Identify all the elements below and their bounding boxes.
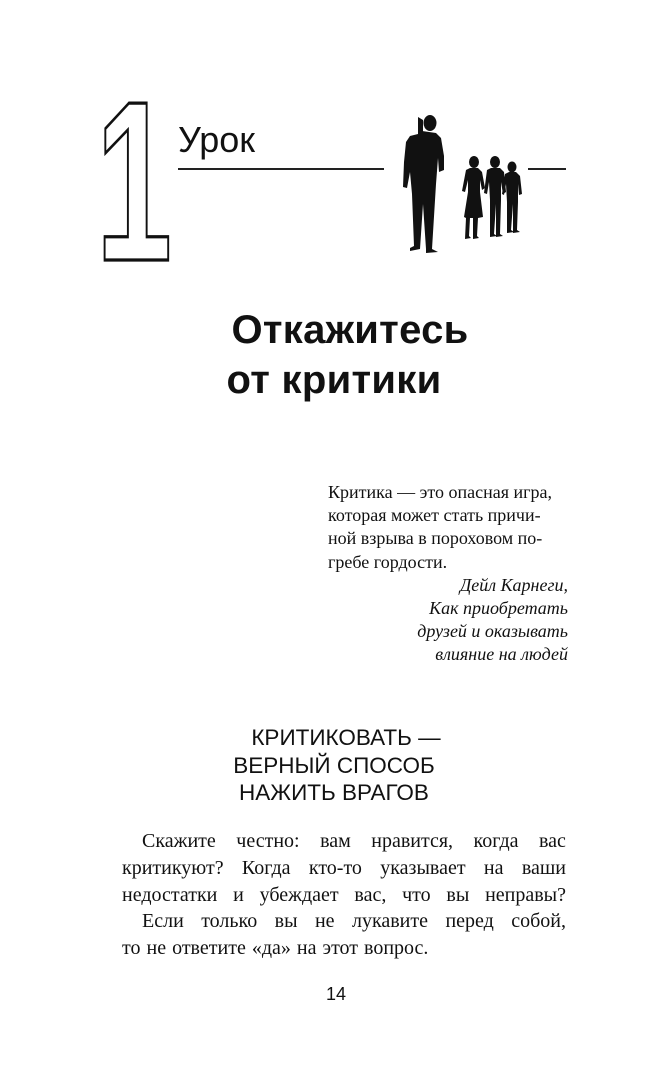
epigraph-line: которая может стать причи-: [328, 505, 541, 526]
chapter-title-line: от критики: [226, 358, 442, 402]
lesson-number: 1: [96, 92, 172, 267]
epigraph-attribution-line: друзей и оказывать: [417, 621, 568, 642]
body-word: убеждает: [259, 883, 339, 906]
epigraph-attribution-line: Как приобретать: [429, 598, 568, 619]
chapter-title: [0, 305, 668, 405]
body-word: на: [296, 937, 317, 960]
body-word: ответите: [172, 937, 246, 960]
body-word: что: [402, 883, 431, 906]
body-word: лукавите: [351, 910, 429, 933]
woman-figure: [462, 156, 485, 239]
section-heading: [0, 724, 668, 807]
body-word: на: [483, 856, 504, 879]
body-word: вы: [446, 883, 470, 906]
body-word: не: [314, 910, 335, 933]
business-people-illustration: [396, 112, 524, 254]
body-word: и: [233, 883, 244, 906]
body-word: неправы?: [485, 883, 566, 906]
body-word: кто-то: [308, 856, 362, 879]
body-word: не: [146, 937, 167, 960]
body-word: то: [122, 937, 141, 960]
body-word: когда: [473, 830, 519, 852]
section-heading-line: НАЖИТЬ ВРАГОВ: [239, 780, 429, 805]
epigraph-line: Критика — это опасная игра,: [328, 482, 552, 502]
body-line: [122, 908, 566, 935]
epigraph-line: ной взрыва в пороховом по-: [328, 528, 543, 549]
body-word: этот: [322, 937, 359, 960]
body-word: нравится,: [371, 830, 454, 852]
lesson-label: Урок: [178, 119, 256, 160]
body-word: Если: [142, 910, 184, 933]
body-line: [122, 828, 566, 855]
header-rule-right: [528, 168, 566, 170]
body-word: «да»: [251, 937, 291, 960]
body-word: вопрос.: [364, 937, 429, 960]
body-word: только: [201, 910, 258, 933]
page-number: 14: [325, 984, 347, 1004]
epigraph: [328, 481, 568, 667]
body-word: вам: [320, 830, 351, 852]
epigraph-attribution-line: влияние на людей: [435, 644, 568, 665]
chapter-title-line: Откажитесь: [231, 308, 469, 352]
man-figure: [502, 162, 522, 234]
body-word: честно:: [236, 830, 300, 852]
body-word: перед: [445, 910, 494, 933]
epigraph-attribution-line: Дейл Карнеги,: [459, 574, 568, 595]
body-line: [122, 882, 566, 909]
body-word: недостатки: [122, 883, 218, 906]
section-heading-line: ВЕРНЫЙ СПОСОБ: [233, 752, 435, 778]
epigraph-line: гребе гордости.: [328, 551, 448, 572]
body-word: указывает: [380, 856, 466, 879]
body-word: вас,: [354, 883, 387, 906]
body-word: собой,: [511, 910, 566, 933]
man-figure: [484, 156, 506, 237]
body-word: ваши: [521, 856, 566, 879]
body-word: вы: [274, 910, 298, 933]
lesson-number-graphic: [94, 92, 174, 267]
header-rule-left: [178, 168, 384, 170]
section-heading-line: КРИТИКОВАТЬ —: [251, 725, 441, 750]
body-word: критикуют?: [122, 856, 224, 879]
man-on-phone-figure: [403, 115, 444, 253]
body-line: [122, 935, 566, 962]
body-paragraphs: [122, 828, 566, 962]
body-line: [122, 855, 566, 882]
body-word: Скажите: [142, 830, 216, 852]
body-word: Когда: [241, 856, 291, 879]
body-word: вас: [539, 830, 566, 852]
